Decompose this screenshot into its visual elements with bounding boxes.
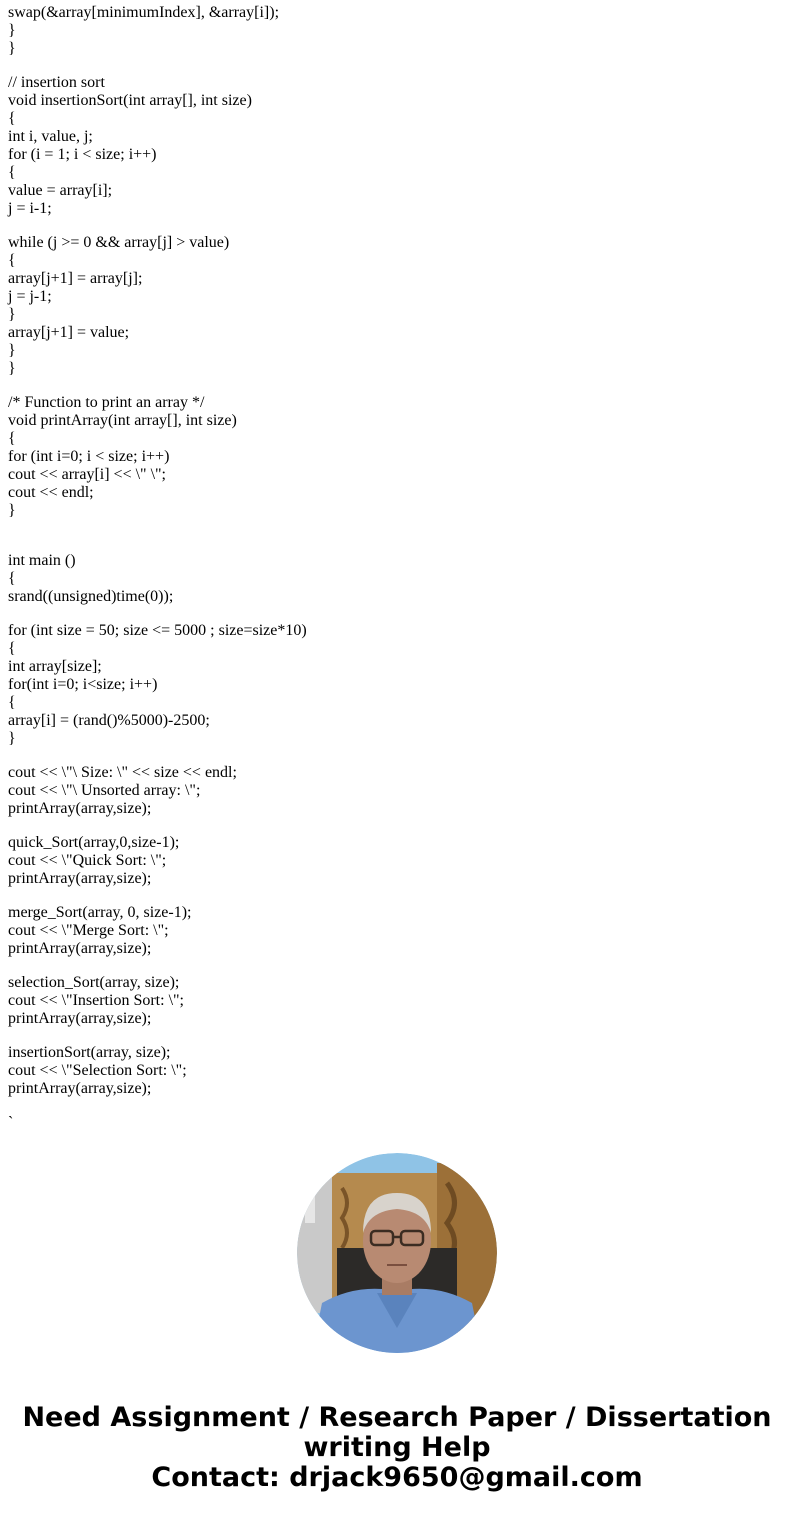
code-line: while (j >= 0 && array[j] > value) [8,234,230,251]
code-line: quick_Sort(array,0,size-1); [8,834,180,851]
footer-line-2: writing Help [303,1432,491,1463]
code-line: merge_Sort(array, 0, size-1); [8,904,192,921]
code-line: cout << array[i] << \" \"; [8,466,166,483]
code-line: printArray(array,size); [8,870,152,887]
code-line: printArray(array,size); [8,1080,152,1097]
code-line: insertionSort(array, size); [8,1044,171,1061]
code-line: } [8,730,16,747]
code-line [8,536,788,552]
code-line [8,58,788,74]
code-line: { [8,110,16,127]
code-line: cout << \"\ Size: \" << size << endl; [8,764,237,781]
code-line: value = array[i]; [8,182,113,199]
code-line [8,378,788,394]
code-line: j = j-1; [8,288,52,305]
code-line: for (int i=0; i < size; i++) [8,448,170,465]
code-line: printArray(array,size); [8,1010,152,1027]
code-line: } [8,22,16,39]
code-line: { [8,694,16,711]
code-line [8,520,788,536]
code-line: ` [8,1114,14,1131]
code-line: cout << \"Quick Sort: \"; [8,852,167,869]
code-line: array[j+1] = array[j]; [8,270,143,287]
code-line: printArray(array,size); [8,940,152,957]
code-line [8,748,788,764]
code-line [8,606,788,622]
code-line [8,958,788,974]
footer-contact-line: Contact: drjack9650@gmail.com [151,1462,643,1493]
portrait-image [297,1153,497,1353]
code-line: cout << \"Merge Sort: \"; [8,922,169,939]
code-line: cout << \"\ Unsorted array: \"; [8,782,201,799]
code-line: /* Function to print an array */ [8,394,205,411]
code-line: { [8,430,16,447]
code-line: for (i = 1; i < size; i++) [8,146,157,163]
code-line: for (int size = 50; size <= 5000 ; size=size*10) [8,622,307,639]
code-listing [8,4,788,1132]
footer-line-1: Need Assignment / Research Paper / Dissertation [22,1402,772,1433]
code-line: { [8,570,16,587]
code-line [8,818,788,834]
code-line: cout << endl; [8,484,94,501]
code-line: cout << \"Insertion Sort: \"; [8,992,184,1009]
code-line: swap(&array[minimumIndex], &array[i]); [8,4,280,21]
code-line: srand((unsigned)time(0)); [8,588,174,605]
code-line: { [8,164,16,181]
code-line: { [8,252,16,269]
code-line [8,888,788,904]
code-line: void insertionSort(int array[], int size) [8,92,252,109]
code-line [8,1028,788,1044]
code-line: selection_Sort(array, size); [8,974,180,991]
avatar [297,1153,497,1353]
code-line: int main () [8,552,76,569]
code-line: } [8,502,16,519]
code-line: { [8,640,16,657]
code-line: } [8,342,16,359]
code-line: cout << \"Selection Sort: \"; [8,1062,187,1079]
code-line: } [8,40,16,57]
code-line: array[j+1] = value; [8,324,130,341]
footer-promo [0,1403,794,1493]
code-line: int i, value, j; [8,128,93,145]
code-line [8,218,788,234]
code-line: array[i] = (rand()%5000)-2500; [8,712,210,729]
code-line: printArray(array,size); [8,800,152,817]
code-line: void printArray(int array[], int size) [8,412,237,429]
code-line: j = i-1; [8,200,52,217]
code-line [8,1098,788,1114]
code-line: // insertion sort [8,74,105,91]
code-line: for(int i=0; i<size; i++) [8,676,158,693]
code-line: int array[size]; [8,658,102,675]
code-line: } [8,306,16,323]
code-line: } [8,360,16,377]
